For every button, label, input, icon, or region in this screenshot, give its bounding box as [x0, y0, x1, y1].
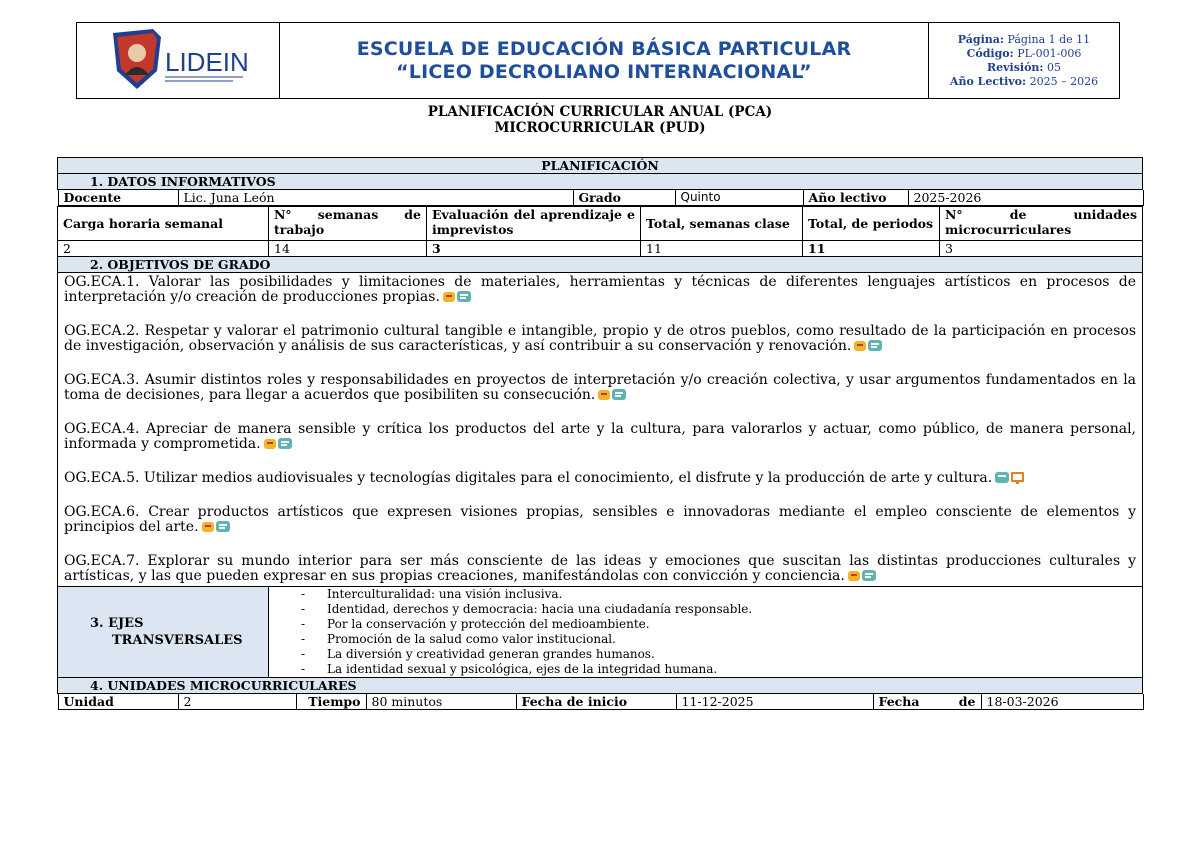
objetivo-item: OG.ECA.5. Utilizar medios audiovisuales y tecnologías digitales para el conocimiento, el disfrute y la producción de arte y cultura.: [64, 471, 1136, 486]
planificacion-title: PLANIFICACIÓN: [58, 158, 1143, 174]
carga-horaria-label: Carga horaria semanal: [58, 207, 269, 241]
school-name-line1: ESCUELA DE EDUCACIÓN BÁSICA PARTICULAR: [356, 37, 852, 60]
ejes-title: [58, 587, 269, 678]
skills-badge-icon: [202, 521, 232, 534]
tiempo-value: 80 minutos: [366, 694, 516, 710]
objetivo-item: OG.ECA.6. Crear productos artísticos que expresen visiones propias, sensibles e innovadoras mediante el empleo consciente de elementos y principios del arte.: [64, 504, 1137, 535]
tiempo-label: Tiempo: [296, 694, 366, 710]
total-semanas-value: 11: [641, 241, 803, 257]
ejes-title-line2: TRANSVERSALES: [112, 633, 243, 648]
objetivo-item: OG.ECA.4. Apreciar de manera sensible y crítica los productos del arte y la cultura, para valorarlos y actuar, como público, de manera personal, informada y comprometida.: [64, 421, 1137, 452]
revision-label: Revisión:: [987, 60, 1044, 74]
evaluacion-value: 3: [427, 241, 641, 257]
eje-item: - Por la conservación y protección del medioambiente.: [301, 617, 650, 631]
objetivo-item: OG.ECA.3. Asumir distintos roles y responsabilidades en proyectos de interpretación y/o creación colectiva, y usar argumentos fundamentados en la toma de decisiones, para llegar a acuerdos que posibiliten su consecución.: [64, 372, 1137, 403]
skills-badge-icon: [848, 570, 878, 583]
eje-item: - Promoción de la salud como valor institucional.: [301, 632, 616, 646]
unidades-section-title: 4. UNIDADES MICROCURRICULARES: [58, 678, 1143, 694]
logo-cell: [77, 23, 280, 99]
pagina-label: Página:: [957, 32, 1004, 46]
unidad-value: 2: [178, 694, 296, 710]
title-pud: MICROCURRICULAR (PUD): [494, 120, 706, 136]
ejes-title-line1: 3. EJES: [90, 616, 144, 631]
skills-badge-icon: [854, 340, 884, 353]
document-titles: [0, 104, 1200, 136]
fecha-inicio-value: 11-12-2025: [676, 694, 873, 710]
codigo-value: PL-001-006: [1017, 46, 1082, 60]
unidades-row: [58, 694, 1144, 710]
total-periodos-label: Total, de periodos: [803, 207, 940, 241]
skills-badge-icon: [264, 438, 294, 451]
document-meta: [929, 23, 1120, 99]
objetivo-item: OG.ECA.1. Valorar las posibilidades y limitaciones de materiales, herramientas y técnicas de diferentes lenguajes artísticos en procesos de interpretación y/o creación de producciones propias.: [64, 274, 1137, 305]
total-semanas-label: Total, semanas clase: [641, 207, 803, 241]
anio-lectivo-label: Año Lectivo:: [949, 74, 1027, 88]
docente-value: Lic. Juna León: [178, 190, 573, 206]
unidades-label: N° de unidades microcurriculares: [940, 207, 1143, 241]
title-pca: PLANIFICACIÓN CURRICULAR ANUAL (PCA): [427, 104, 773, 120]
docente-label: Docente: [58, 190, 178, 206]
anio-lectivo-field-label: Año lectivo: [803, 190, 908, 206]
skills-badge-icon: [598, 389, 628, 402]
planificacion-table: [57, 157, 1143, 710]
datos-section-title: 1. DATOS INFORMATIVOS: [58, 174, 1143, 190]
objetivos-section-title: 2. OBJETIVOS DE GRADO: [58, 257, 1143, 273]
eje-item: - Interculturalidad: una visión inclusiva.: [301, 587, 563, 601]
fecha-fin-label: Fecha de: [873, 694, 981, 710]
grado-label: Grado: [573, 190, 675, 206]
skills-badge-icon: [443, 291, 473, 304]
evaluacion-label: Evaluación del aprendizaje e imprevistos: [427, 207, 641, 241]
objetivo-item: OG.ECA.7. Explorar su mundo interior para ser más consciente de las ideas y emociones que suscitan las distintas producciones culturales y artísticas, y las que pueden expresar en sus propias creaciones, manifestándolas con convicción y conciencia.: [64, 553, 1137, 584]
grado-value: Quinto: [675, 190, 803, 206]
school-logo: [103, 27, 253, 91]
school-name-line2: “LICEO DECROLIANO INTERNACIONAL”: [396, 60, 812, 83]
datos-docente-row: [58, 190, 1144, 206]
header-table: [76, 22, 1120, 99]
unidad-label: Unidad: [58, 694, 178, 710]
revision-value: 05: [1046, 60, 1061, 74]
objetivo-item: OG.ECA.2. Respetar y valorar el patrimonio cultural tangible e intangible, propio y de otros pueblos, como resultado de la participación en procesos de investigación, observación y análisis de sus características, y así contribuir a su conservación y renovación.: [64, 323, 1137, 354]
logo-text: LIDEIN: [165, 46, 249, 77]
objetivos-list: [58, 273, 1143, 587]
codigo-label: Código:: [966, 46, 1014, 60]
anio-lectivo-field-value: 2025-2026: [908, 190, 1143, 206]
eje-item: - La identidad sexual y psicológica, ejes de la integridad humana.: [301, 662, 718, 676]
pagina-value: Página 1 de 11: [1007, 32, 1091, 46]
unidades-value: 3: [940, 241, 1143, 257]
anio-lectivo-value: 2025 – 2026: [1029, 74, 1099, 88]
semanas-trabajo-label: N° semanas de trabajo: [269, 207, 427, 241]
total-periodos-value: 11: [803, 241, 940, 257]
fecha-fin-value: 18-03-2026: [981, 694, 1143, 710]
eje-item: - Identidad, derechos y democracia: hacia una ciudadanía responsable.: [301, 602, 753, 616]
digital-badge-icon: [995, 472, 1025, 485]
fecha-inicio-label: Fecha de inicio: [516, 694, 676, 710]
semanas-trabajo-value: 14: [269, 241, 427, 257]
school-name-cell: [280, 23, 929, 99]
carga-horaria-value: 2: [58, 241, 269, 257]
ejes-list: [269, 587, 1143, 678]
eje-item: - La diversión y creatividad generan grandes humanos.: [301, 647, 655, 661]
